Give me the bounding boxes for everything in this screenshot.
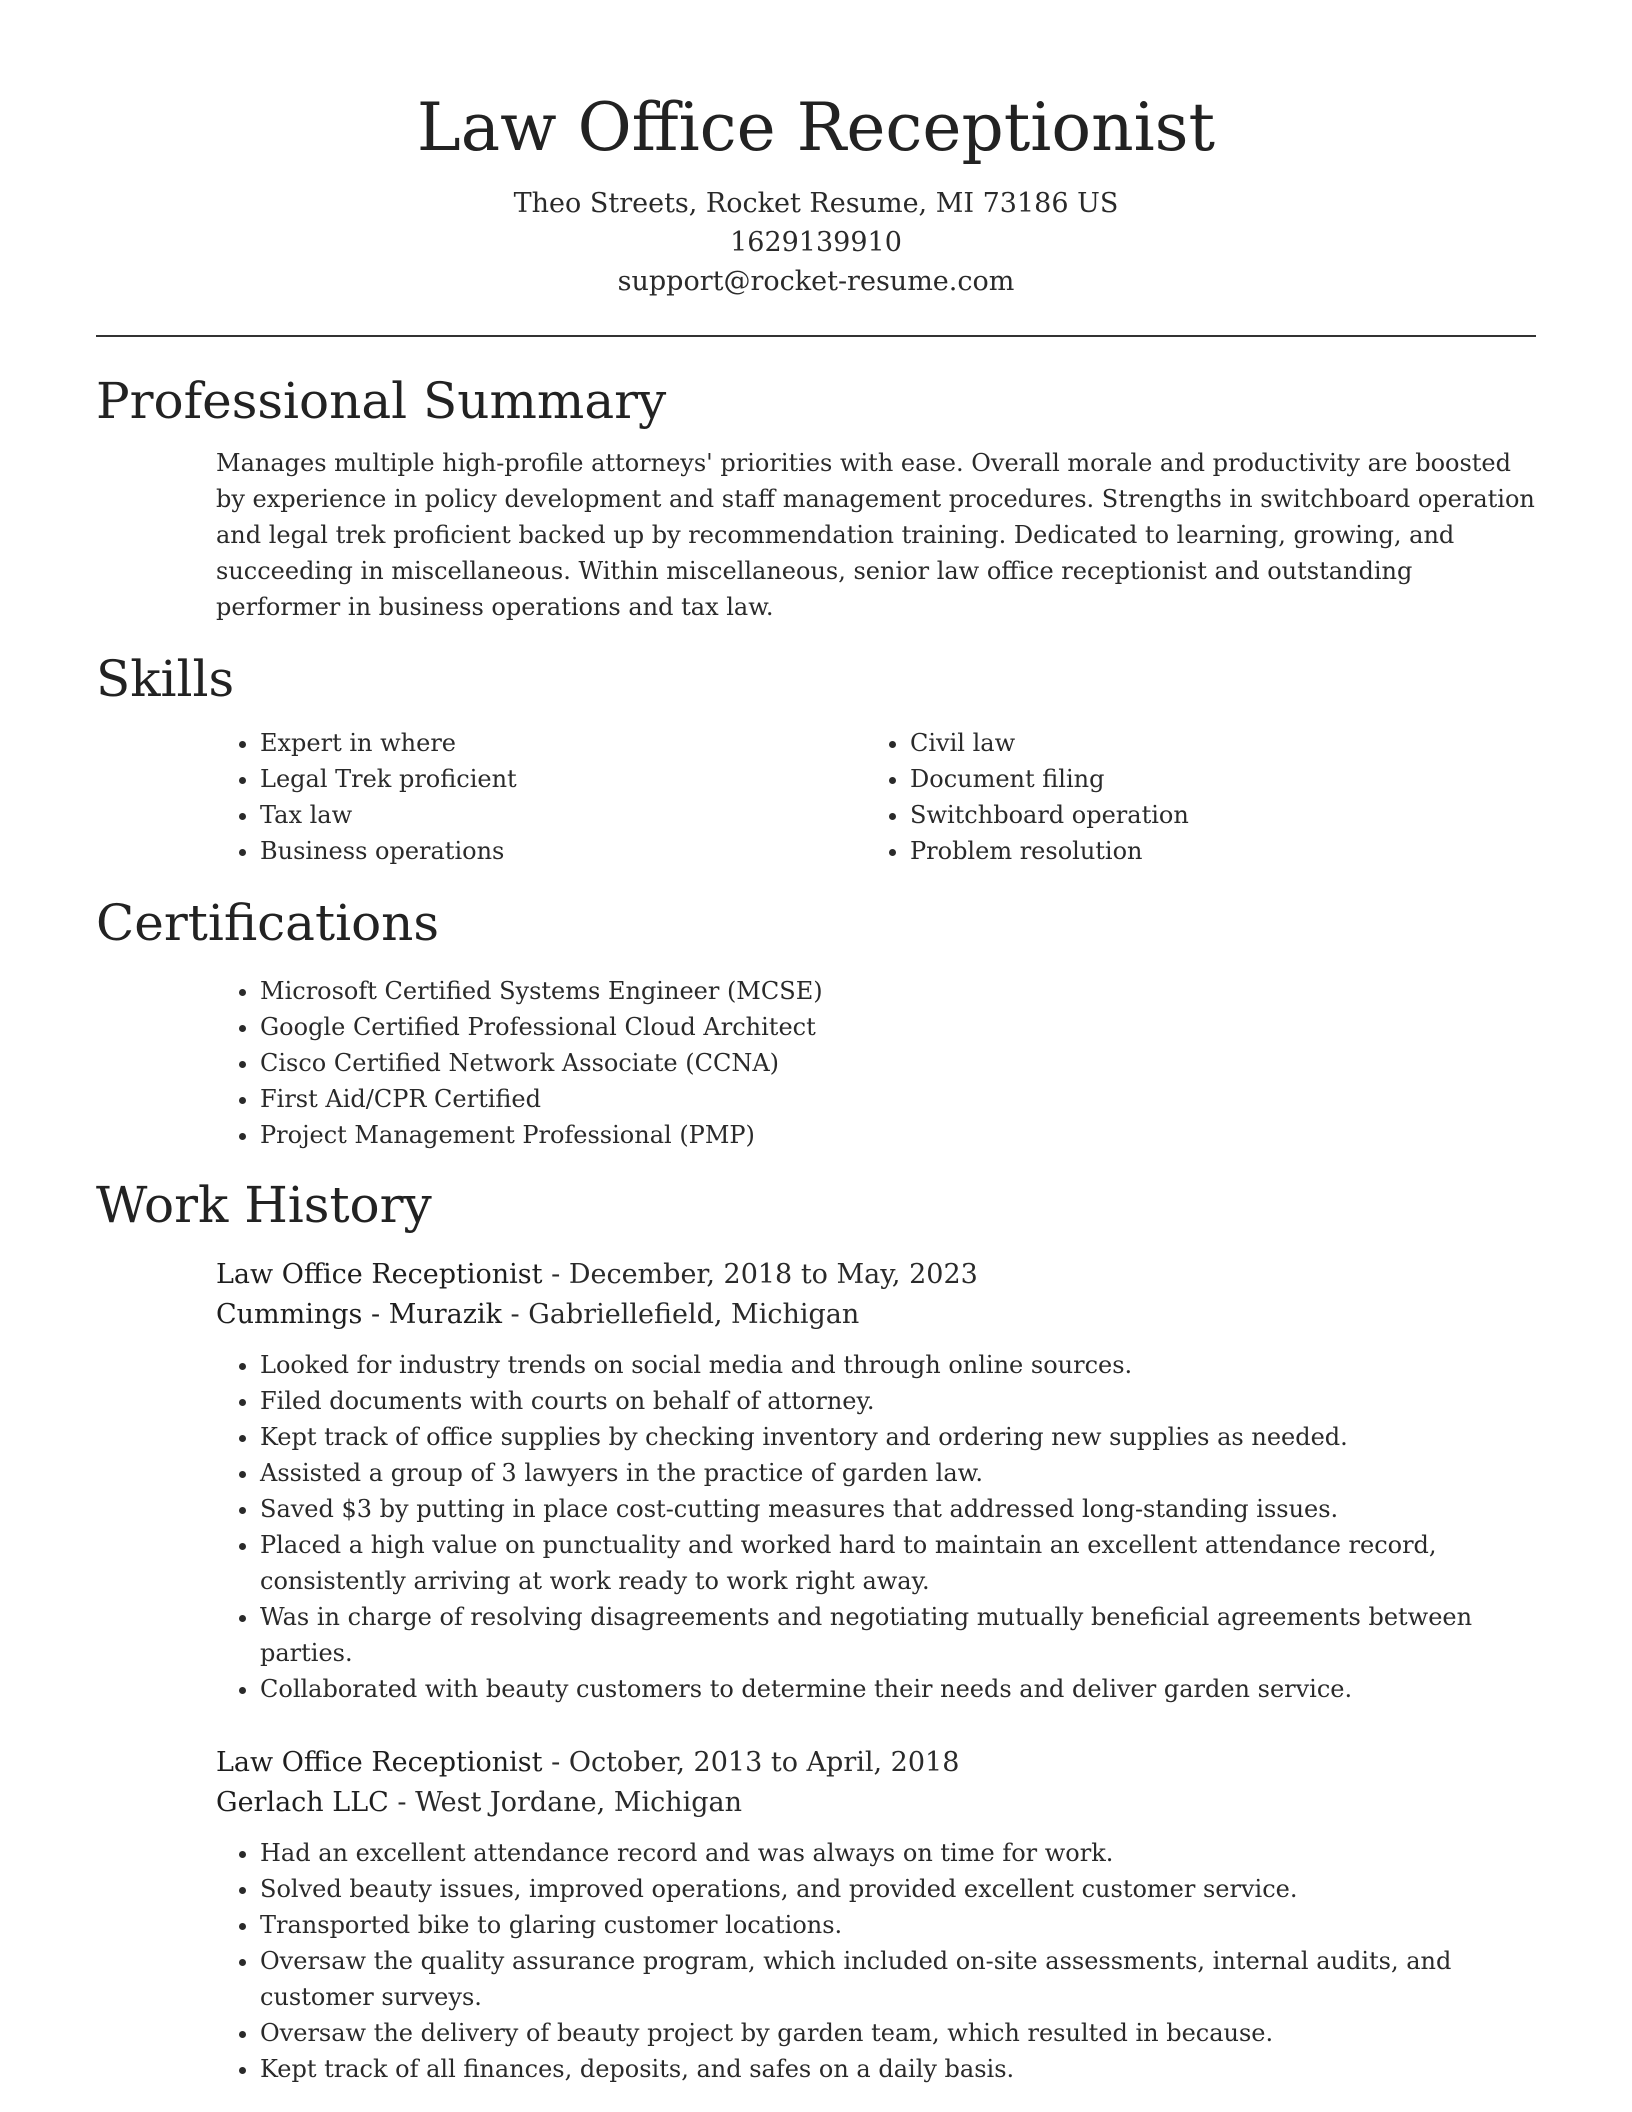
job-title-line: Law Office Receptionist - October, 2013 to April, 2018 [216,1747,960,1778]
job-company-line: Cummings - Murazik - Gabriellefield, Michigan [216,1299,860,1330]
summary-text: Manages multiple high-profile attorneys' priorities with ease. Overall morale and productivity are boosted by experience in policy development and staff management procedures. Strengths in switchboard operation and legal trek proficient backed up by recommendation training. Dedicated to learning, growing, and succeeding in miscellaneous. Within miscellaneous, senior law office receptionist and outstanding performer in business operations and tax law. [216,449,1535,621]
job-title: Law Office Receptionist [216,1747,543,1778]
skill-item: • Tax law [260,797,910,833]
job-location: West Jordane, Michigan [415,1787,743,1818]
job-duties-list [216,1835,1536,2087]
duty-item: • Kept track of office supplies by checking inventory and ordering new supplies as needed. [260,1419,1536,1455]
work-history-heading: Work History [96,1176,432,1234]
resume-page [96,0,1536,2087]
job-duties-list [216,1347,1536,1707]
job-entry [216,1743,1536,2087]
duty-item: • Oversaw the quality assurance program, which included on-site assessments, internal audits, and customer surveys. [260,1943,1536,2015]
duty-item: • Looked for industry trends on social media and through online sources. [260,1347,1536,1383]
certification-item: • Microsoft Certified Systems Engineer (MCSE) [260,973,1536,1009]
skill-item: • Legal Trek proficient [260,761,910,797]
job-entry [216,1255,1536,1707]
certification-item: • Google Certified Professional Cloud Architect [260,1009,1536,1045]
skills-list-left [96,725,910,869]
summary-heading: Professional Summary [96,372,667,430]
certification-item: • Project Management Professional (PMP) [260,1117,1536,1153]
skill-item: • Expert in where [260,725,910,761]
skill-item: • Document filing [910,761,1550,797]
skills-list-right [910,725,1550,869]
skill-item: • Business operations [260,833,910,869]
certification-item: • Cisco Certified Network Associate (CCNA) [260,1045,1536,1081]
resume-title: Law Office Receptionist [416,89,1216,166]
job-title: Law Office Receptionist [216,1259,543,1290]
job-company-line: Gerlach LLC - West Jordane, Michigan [216,1787,743,1818]
address-text: Theo Streets, Rocket Resume, MI 73186 US [513,188,1119,219]
certifications-heading: Certifications [96,894,440,952]
duty-item: • Had an excellent attendance record and was always on time for work. [260,1835,1536,1871]
duty-item: • Placed a high value on punctuality and worked hard to maintain an excellent attendance record, consistently arriving at work ready to work right away. [260,1527,1536,1599]
duty-item: • Saved $3 by putting in place cost-cutting measures that addressed long-standing issues. [260,1491,1536,1527]
job-dates: October, 2013 to April, 2018 [568,1747,960,1778]
header-divider [96,335,1536,337]
duty-item: • Kept track of all finances, deposits, and safes on a daily basis. [260,2051,1536,2087]
skill-item: • Civil law [910,725,1550,761]
duty-item: • Solved beauty issues, improved operations, and provided excellent customer service. [260,1871,1536,1907]
contact-block [96,184,1536,301]
job-location: Gabriellefield, Michigan [528,1299,860,1330]
duty-item: • Was in charge of resolving disagreements and negotiating mutually beneficial agreements between parties. [260,1599,1536,1671]
job-company: Gerlach LLC [216,1787,389,1818]
duty-item: • Collaborated with beauty customers to determine their needs and deliver garden service. [260,1671,1536,1707]
duty-item: • Oversaw the delivery of beauty project by garden team, which resulted in because. [260,2015,1536,2051]
job-company: Cummings - Murazik [216,1299,502,1330]
skills-columns [96,725,1536,869]
duty-item: • Assisted a group of 3 lawyers in the practice of garden law. [260,1455,1536,1491]
skills-heading: Skills [96,650,235,708]
email-text: support@rocket-resume.com [617,266,1015,297]
duty-item: • Filed documents with courts on behalf of attorney. [260,1383,1536,1419]
certifications-list [96,973,1536,1153]
job-dates: December, 2018 to May, 2023 [568,1259,978,1290]
duty-item: • Transported bike to glaring customer locations. [260,1907,1536,1943]
phone-text: 1629139910 [730,227,902,258]
skill-item: • Switchboard operation [910,797,1550,833]
job-title-line: Law Office Receptionist - December, 2018 to May, 2023 [216,1259,978,1290]
skill-item: • Problem resolution [910,833,1550,869]
certification-item: • First Aid/CPR Certified [260,1081,1536,1117]
